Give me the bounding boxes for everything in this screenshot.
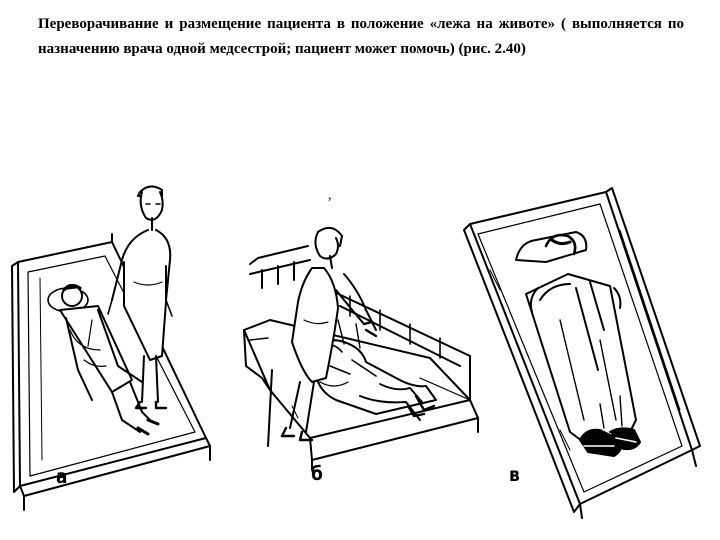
figure-drawing [0,170,720,540]
panel-label-a: а [56,465,68,489]
patient-prone-illustration [464,188,700,518]
panel-label-b: б [311,462,323,486]
panel-label-v: в [509,463,520,487]
document-heading: Переворачивание и размещение пациента в положение «лежа на животе» ( выполняется по назначению врача одной медсестрой; пациент может помочь) (рис. 2.40) [38,16,684,57]
stray-mark: , [328,188,332,203]
nurse-at-bedside-illustration [12,186,210,510]
figure-2-40 [0,170,720,540]
nurse-turning-patient-illustration [244,228,478,470]
